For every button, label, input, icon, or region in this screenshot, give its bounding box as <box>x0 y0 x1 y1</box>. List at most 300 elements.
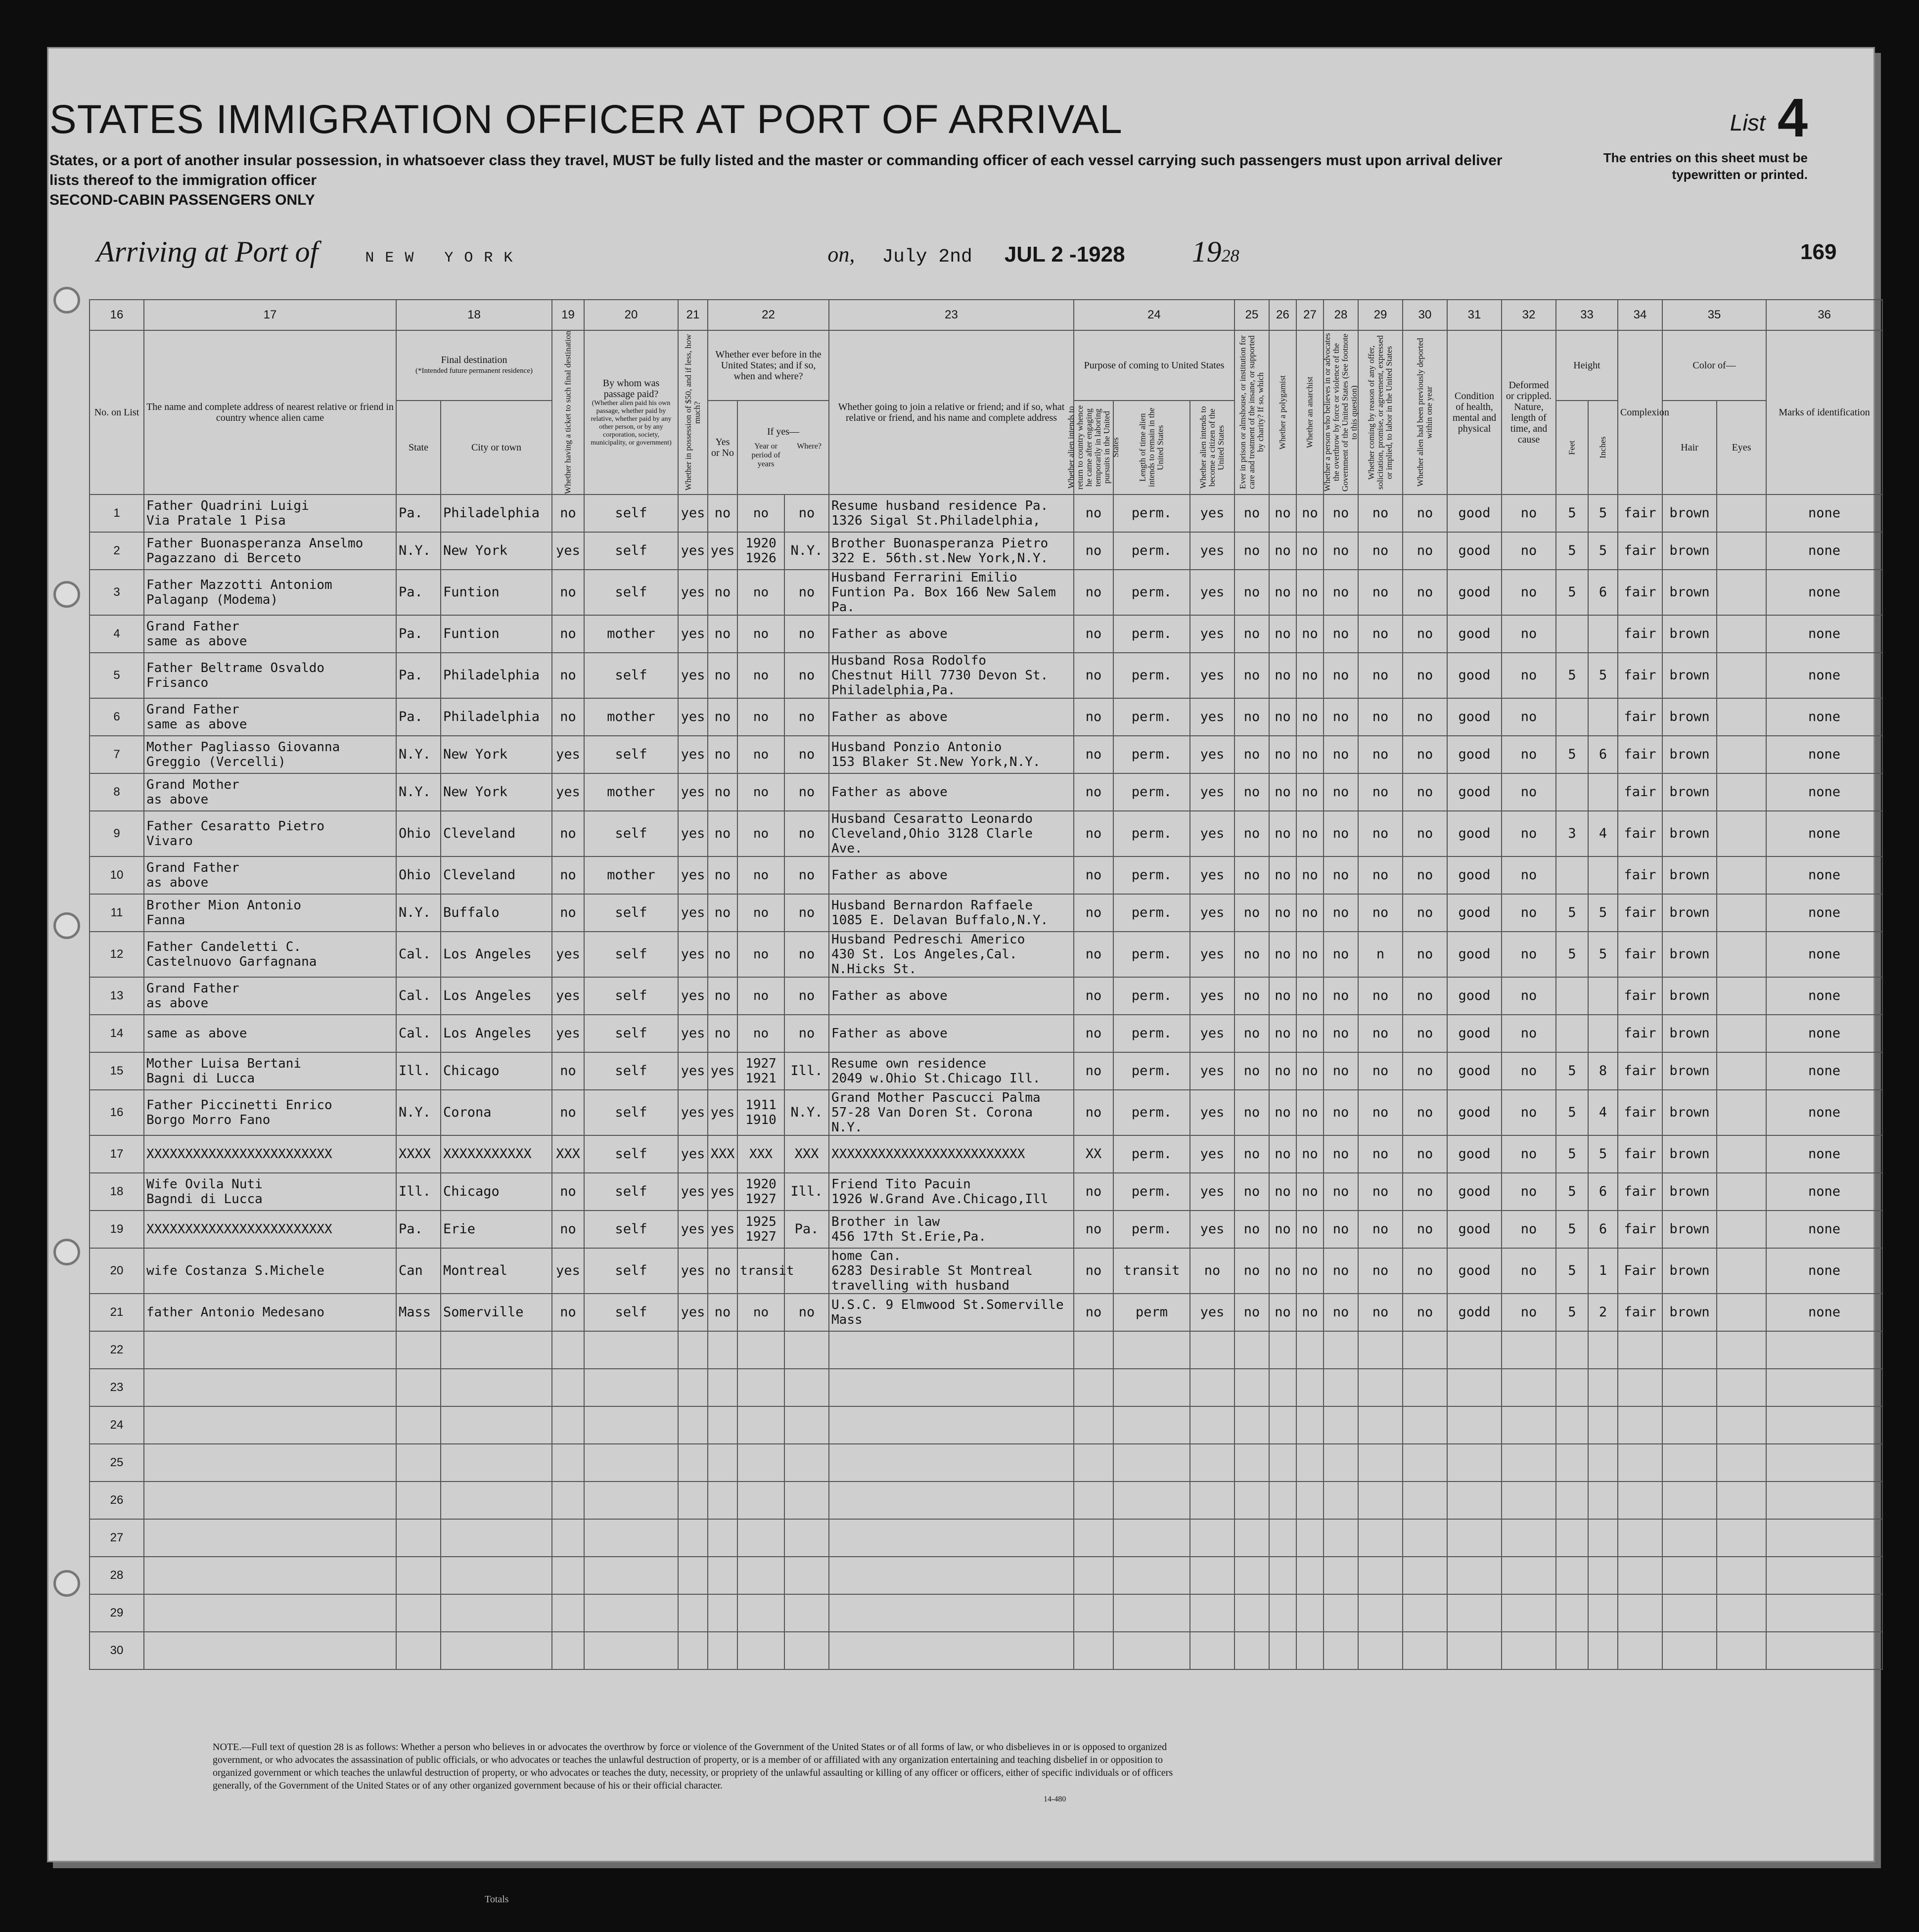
row-number: 16 <box>90 1090 144 1135</box>
passage-paid-cell: mother <box>584 615 678 653</box>
state-cell: Pa. <box>396 698 441 736</box>
year-cell: no <box>737 494 784 532</box>
purpose-citizen-cell: no <box>1190 1248 1234 1294</box>
empty-cell <box>1766 1331 1882 1369</box>
purpose-citizen-cell: yes <box>1190 494 1234 532</box>
q28-cell: no <box>1324 894 1358 932</box>
col-num: 28 <box>1324 300 1358 330</box>
empty-cell <box>678 1482 708 1519</box>
joining-cell-line1: Father as above <box>831 988 948 1003</box>
possession-cell: yes <box>678 698 708 736</box>
empty-cell <box>441 1331 552 1369</box>
q29-cell: no <box>1358 532 1403 570</box>
q28-cell: no <box>1324 773 1358 811</box>
marks-cell: none <box>1766 1211 1882 1248</box>
anarchist-cell: no <box>1296 532 1324 570</box>
polygamist-cell: no <box>1269 1173 1296 1211</box>
eyes-cell <box>1717 494 1766 532</box>
table-row <box>90 653 1882 698</box>
eyes-cell <box>1717 736 1766 773</box>
purpose-citizen-cell: yes <box>1190 1211 1234 1248</box>
year-cell: 1920 1926 <box>737 532 784 570</box>
polygamist-cell: no <box>1269 1248 1296 1294</box>
purpose-return-cell: no <box>1074 773 1113 811</box>
hair-cell: brown <box>1662 1248 1717 1294</box>
date-stamp: JUL 2 -1928 <box>1004 242 1125 267</box>
eyes-cell <box>1717 653 1766 698</box>
inches-cell: 8 <box>1588 1052 1618 1090</box>
empty-cell <box>1447 1557 1502 1594</box>
empty-cell <box>829 1369 1074 1406</box>
empty-cell <box>144 1557 396 1594</box>
inches-cell: 6 <box>1588 1173 1618 1211</box>
empty-cell <box>1447 1331 1502 1369</box>
complexion-cell: fair <box>1618 736 1662 773</box>
binder-hole-icon <box>53 287 80 314</box>
hdr-city: City or town <box>441 401 552 494</box>
hdr-purpose: Purpose of coming to United States <box>1074 330 1234 401</box>
possession-cell: yes <box>678 1135 708 1173</box>
empty-cell <box>1447 1519 1502 1557</box>
empty-cell <box>1403 1369 1447 1406</box>
empty-cell <box>1113 1482 1190 1519</box>
prison-cell: no <box>1234 856 1269 894</box>
health-cell: good <box>1447 1015 1502 1052</box>
where-cell: no <box>784 811 829 856</box>
table-row <box>90 570 1882 615</box>
empty-cell <box>829 1557 1074 1594</box>
where-cell: no <box>784 977 829 1015</box>
empty-cell <box>1358 1406 1403 1444</box>
empty-cell <box>1190 1519 1234 1557</box>
relative-cell <box>144 698 396 736</box>
prison-cell: no <box>1234 570 1269 615</box>
empty-cell <box>1269 1482 1296 1519</box>
empty-cell <box>1618 1444 1662 1482</box>
empty-cell <box>1403 1406 1447 1444</box>
empty-row <box>90 1557 1882 1594</box>
passage-paid-cell: self <box>584 532 678 570</box>
table-row <box>90 736 1882 773</box>
feet-cell: 3 <box>1556 811 1588 856</box>
state-cell: Ohio <box>396 811 441 856</box>
city-cell: Funtion <box>441 570 552 615</box>
passage-paid-cell: self <box>584 894 678 932</box>
deformed-cell: no <box>1502 698 1556 736</box>
prison-cell: no <box>1234 615 1269 653</box>
empty-cell <box>584 1519 678 1557</box>
inches-cell: 2 <box>1588 1294 1618 1331</box>
ticket-cell: no <box>552 653 584 698</box>
empty-cell <box>1766 1482 1882 1519</box>
relative-cell <box>144 1015 396 1052</box>
year-cell: no <box>737 736 784 773</box>
hair-cell: brown <box>1662 1294 1717 1331</box>
state-cell: Pa. <box>396 1211 441 1248</box>
empty-cell <box>1662 1519 1717 1557</box>
possession-cell: yes <box>678 1248 708 1294</box>
purpose-return-cell: no <box>1074 615 1113 653</box>
state-cell: N.Y. <box>396 532 441 570</box>
empty-cell <box>1502 1519 1556 1557</box>
empty-cell <box>1296 1444 1324 1482</box>
hair-cell: brown <box>1662 494 1717 532</box>
ticket-cell: no <box>552 1090 584 1135</box>
q30-cell: no <box>1403 1248 1447 1294</box>
anarchist-cell: no <box>1296 894 1324 932</box>
possession-cell: yes <box>678 1090 708 1135</box>
q29-cell: no <box>1358 811 1403 856</box>
purpose-citizen-cell: yes <box>1190 856 1234 894</box>
empty-cell <box>708 1557 737 1594</box>
empty-cell <box>144 1444 396 1482</box>
q29-cell: no <box>1358 1211 1403 1248</box>
health-cell: good <box>1447 698 1502 736</box>
q28-cell: no <box>1324 1015 1358 1052</box>
hdr-state: State <box>396 401 441 494</box>
marks-cell: none <box>1766 1052 1882 1090</box>
state-cell: Pa. <box>396 653 441 698</box>
deformed-cell: no <box>1502 811 1556 856</box>
deformed-cell: no <box>1502 736 1556 773</box>
year-cell: 1927 1921 <box>737 1052 784 1090</box>
empty-cell <box>737 1594 784 1632</box>
empty-cell <box>1234 1632 1269 1669</box>
empty-cell <box>396 1482 441 1519</box>
health-cell: good <box>1447 653 1502 698</box>
hdr-purpose-return: Whether alien intends to return to country whence he came after engaging temporarily in laboring pursuits in the United States <box>1074 401 1113 494</box>
empty-cell <box>1766 1594 1882 1632</box>
col-num: 21 <box>678 300 708 330</box>
deformed-cell: no <box>1502 653 1556 698</box>
table-row <box>90 1173 1882 1211</box>
table-row <box>90 1015 1882 1052</box>
inches-cell: 6 <box>1588 1211 1618 1248</box>
hair-cell: brown <box>1662 932 1717 977</box>
q30-cell: no <box>1403 1294 1447 1331</box>
joining-cell-line2: Chestnut Hill 7730 Devon St. Philadelphia,Pa. <box>831 668 1049 698</box>
empty-cell <box>737 1406 784 1444</box>
manifest-rows <box>90 494 1882 1669</box>
empty-cell <box>1296 1557 1324 1594</box>
empty-cell <box>1074 1444 1113 1482</box>
feet-cell: 5 <box>1556 1294 1588 1331</box>
empty-cell <box>829 1444 1074 1482</box>
empty-cell <box>1269 1557 1296 1594</box>
polygamist-cell: no <box>1269 570 1296 615</box>
eyes-cell <box>1717 570 1766 615</box>
relative-cell-line1: Father Buonasperanza Anselmo <box>146 536 364 551</box>
anarchist-cell: no <box>1296 1294 1324 1331</box>
purpose-length-cell: perm. <box>1113 698 1190 736</box>
deformed-cell: no <box>1502 1090 1556 1135</box>
empty-cell <box>708 1482 737 1519</box>
col-num: 23 <box>829 300 1074 330</box>
empty-cell <box>678 1331 708 1369</box>
col-num: 18 <box>396 300 552 330</box>
joining-cell <box>829 856 1074 894</box>
arrival-line <box>96 235 1239 269</box>
hdr-marks: Marks of identification <box>1766 330 1882 494</box>
purpose-citizen-cell: yes <box>1190 698 1234 736</box>
q28-cell: no <box>1324 698 1358 736</box>
hdr-deformed: Deformed or crippled. Nature, length of time, and cause <box>1502 330 1556 494</box>
joining-cell <box>829 736 1074 773</box>
ticket-cell: yes <box>552 1015 584 1052</box>
empty-cell <box>784 1482 829 1519</box>
complexion-cell: fair <box>1618 1090 1662 1135</box>
empty-cell <box>1074 1369 1113 1406</box>
purpose-citizen-cell: yes <box>1190 1173 1234 1211</box>
row-number: 21 <box>90 1294 144 1331</box>
polygamist-cell: no <box>1269 811 1296 856</box>
row-number: 30 <box>90 1632 144 1669</box>
purpose-length-cell: perm. <box>1113 773 1190 811</box>
anarchist-cell: no <box>1296 1015 1324 1052</box>
empty-cell <box>1717 1519 1766 1557</box>
health-cell: good <box>1447 532 1502 570</box>
marks-cell: none <box>1766 570 1882 615</box>
empty-cell <box>1190 1331 1234 1369</box>
relative-cell-line2: Borgo Morro Fano <box>146 1113 271 1127</box>
on-label: on, <box>827 242 855 267</box>
empty-cell <box>1588 1444 1618 1482</box>
state-cell: Ohio <box>396 856 441 894</box>
joining-cell-line1: Resume husband residence Pa. <box>831 498 1049 513</box>
q28-cell: no <box>1324 932 1358 977</box>
ticket-cell: no <box>552 1211 584 1248</box>
empty-cell <box>1618 1331 1662 1369</box>
empty-cell <box>144 1482 396 1519</box>
marks-cell: none <box>1766 653 1882 698</box>
ticket-cell: no <box>552 1294 584 1331</box>
empty-cell <box>1296 1406 1324 1444</box>
anarchist-cell: no <box>1296 570 1324 615</box>
marks-cell: none <box>1766 698 1882 736</box>
empty-cell <box>1717 1482 1766 1519</box>
where-cell: no <box>784 932 829 977</box>
row-number: 1 <box>90 494 144 532</box>
joining-cell-line1: Husband Rosa Rodolfo <box>831 653 987 668</box>
ticket-cell: no <box>552 615 584 653</box>
relative-cell <box>144 1211 396 1248</box>
empty-cell <box>1766 1444 1882 1482</box>
possession-cell: yes <box>678 932 708 977</box>
empty-cell <box>708 1369 737 1406</box>
joining-cell <box>829 494 1074 532</box>
ever-before-cell: no <box>708 1294 737 1331</box>
relative-cell <box>144 1052 396 1090</box>
empty-cell <box>584 1482 678 1519</box>
complexion-cell: fair <box>1618 856 1662 894</box>
inches-cell <box>1588 773 1618 811</box>
row-number: 20 <box>90 1248 144 1294</box>
state-cell: Pa. <box>396 494 441 532</box>
ticket-cell: no <box>552 894 584 932</box>
q29-cell: no <box>1358 977 1403 1015</box>
q28-cell: no <box>1324 494 1358 532</box>
possession-cell: yes <box>678 653 708 698</box>
empty-cell <box>1234 1557 1269 1594</box>
q28-cell: no <box>1324 1173 1358 1211</box>
relative-cell-line1: same as above <box>146 1026 247 1041</box>
hdr-passage-paid <box>584 330 678 494</box>
arriving-label: Arriving at Port of <box>96 235 319 268</box>
where-cell: no <box>784 615 829 653</box>
empty-cell <box>1556 1557 1588 1594</box>
joining-cell <box>829 532 1074 570</box>
complexion-cell: fair <box>1618 1173 1662 1211</box>
empty-cell <box>1296 1331 1324 1369</box>
empty-cell <box>1269 1594 1296 1632</box>
empty-cell <box>396 1406 441 1444</box>
empty-cell <box>1269 1406 1296 1444</box>
table-row <box>90 977 1882 1015</box>
empty-cell <box>144 1331 396 1369</box>
ticket-cell: yes <box>552 977 584 1015</box>
empty-cell <box>737 1444 784 1482</box>
empty-cell <box>708 1594 737 1632</box>
empty-cell <box>1588 1632 1618 1669</box>
state-cell: Pa. <box>396 615 441 653</box>
hdr-height: Height <box>1556 330 1618 401</box>
empty-cell <box>1269 1331 1296 1369</box>
empty-cell <box>1324 1482 1358 1519</box>
inches-cell: 6 <box>1588 736 1618 773</box>
empty-cell <box>1113 1444 1190 1482</box>
q30-cell: no <box>1403 856 1447 894</box>
marks-cell: none <box>1766 736 1882 773</box>
empty-cell <box>1403 1482 1447 1519</box>
empty-cell <box>1556 1594 1588 1632</box>
relative-cell-line1: Mother Pagliasso Giovanna <box>146 740 340 755</box>
empty-cell <box>1358 1331 1403 1369</box>
col-num: 32 <box>1502 300 1556 330</box>
purpose-return-cell: no <box>1074 1294 1113 1331</box>
empty-cell <box>1556 1369 1588 1406</box>
purpose-return-cell: no <box>1074 1052 1113 1090</box>
empty-cell <box>1502 1557 1556 1594</box>
state-cell: Cal. <box>396 932 441 977</box>
marks-cell: none <box>1766 1294 1882 1331</box>
complexion-cell: fair <box>1618 1015 1662 1052</box>
empty-cell <box>1358 1594 1403 1632</box>
hair-cell: brown <box>1662 736 1717 773</box>
state-cell: Ill. <box>396 1052 441 1090</box>
empty-cell <box>1074 1557 1113 1594</box>
city-cell: Philadelphia <box>441 494 552 532</box>
empty-cell <box>1269 1369 1296 1406</box>
empty-cell <box>441 1632 552 1669</box>
empty-cell <box>396 1632 441 1669</box>
health-cell: good <box>1447 1248 1502 1294</box>
table-row <box>90 494 1882 532</box>
hdr-passage-paid-label: By whom was passage paid? <box>602 378 660 400</box>
hair-cell: brown <box>1662 894 1717 932</box>
purpose-return-cell: no <box>1074 932 1113 977</box>
table-row <box>90 698 1882 736</box>
feet-cell: 5 <box>1556 532 1588 570</box>
inches-cell: 5 <box>1588 1135 1618 1173</box>
relative-cell-line2: Vivaro <box>146 834 193 849</box>
city-cell: Los Angeles <box>441 1015 552 1052</box>
ticket-cell: XXX <box>552 1135 584 1173</box>
q29-cell: no <box>1358 1015 1403 1052</box>
health-cell: godd <box>1447 1294 1502 1331</box>
empty-cell <box>144 1406 396 1444</box>
row-number: 11 <box>90 894 144 932</box>
inches-cell: 1 <box>1588 1248 1618 1294</box>
hdr-possession-50: Whether in possession of $50, and if less, how much? <box>678 330 708 494</box>
empty-cell <box>396 1444 441 1482</box>
q29-cell: no <box>1358 1052 1403 1090</box>
purpose-return-cell: no <box>1074 570 1113 615</box>
joining-cell <box>829 570 1074 615</box>
prison-cell: no <box>1234 494 1269 532</box>
relative-cell-line2: Bagndi di Lucca <box>146 1192 263 1207</box>
year-cell: no <box>737 894 784 932</box>
empty-cell <box>1358 1482 1403 1519</box>
eyes-cell <box>1717 932 1766 977</box>
q28-cell: no <box>1324 1211 1358 1248</box>
prison-cell: no <box>1234 653 1269 698</box>
feet-cell <box>1556 977 1588 1015</box>
relative-cell <box>144 1248 396 1294</box>
col-num: 26 <box>1269 300 1296 330</box>
inches-cell <box>1588 615 1618 653</box>
purpose-citizen-cell: yes <box>1190 1135 1234 1173</box>
q28-cell: no <box>1324 977 1358 1015</box>
year-cell: no <box>737 811 784 856</box>
relative-cell-line1: XXXXXXXXXXXXXXXXXXXXXXXX <box>146 1147 332 1162</box>
joining-cell-line1: Husband Ponzio Antonio <box>831 740 1002 755</box>
empty-row <box>90 1594 1882 1632</box>
prison-cell: no <box>1234 1173 1269 1211</box>
ticket-cell: yes <box>552 932 584 977</box>
city-cell: Los Angeles <box>441 977 552 1015</box>
row-number: 7 <box>90 736 144 773</box>
city-cell: Buffalo <box>441 894 552 932</box>
empty-cell <box>1074 1632 1113 1669</box>
possession-cell: yes <box>678 494 708 532</box>
where-cell: Ill. <box>784 1173 829 1211</box>
empty-cell <box>584 1331 678 1369</box>
marks-cell: none <box>1766 615 1882 653</box>
purpose-length-cell: perm. <box>1113 653 1190 698</box>
where-cell: N.Y. <box>784 532 829 570</box>
hdr-ever-before: Whether ever before in the United States; and if so, when and where? <box>708 330 829 401</box>
empty-cell <box>1556 1482 1588 1519</box>
purpose-citizen-cell: yes <box>1190 773 1234 811</box>
empty-cell <box>552 1519 584 1557</box>
feet-cell: 5 <box>1556 494 1588 532</box>
inches-cell <box>1588 698 1618 736</box>
empty-row <box>90 1406 1882 1444</box>
hair-cell: brown <box>1662 977 1717 1015</box>
joining-cell-line1: Father as above <box>831 868 948 883</box>
ever-before-cell: no <box>708 811 737 856</box>
empty-cell <box>1358 1519 1403 1557</box>
empty-cell <box>784 1444 829 1482</box>
empty-cell <box>1556 1331 1588 1369</box>
empty-cell <box>1324 1331 1358 1369</box>
empty-cell <box>1324 1444 1358 1482</box>
hdr-final-destination-label: Final destination <box>441 355 507 365</box>
ticket-cell: yes <box>552 736 584 773</box>
empty-cell <box>396 1557 441 1594</box>
empty-cell <box>1662 1632 1717 1669</box>
hair-cell: brown <box>1662 773 1717 811</box>
